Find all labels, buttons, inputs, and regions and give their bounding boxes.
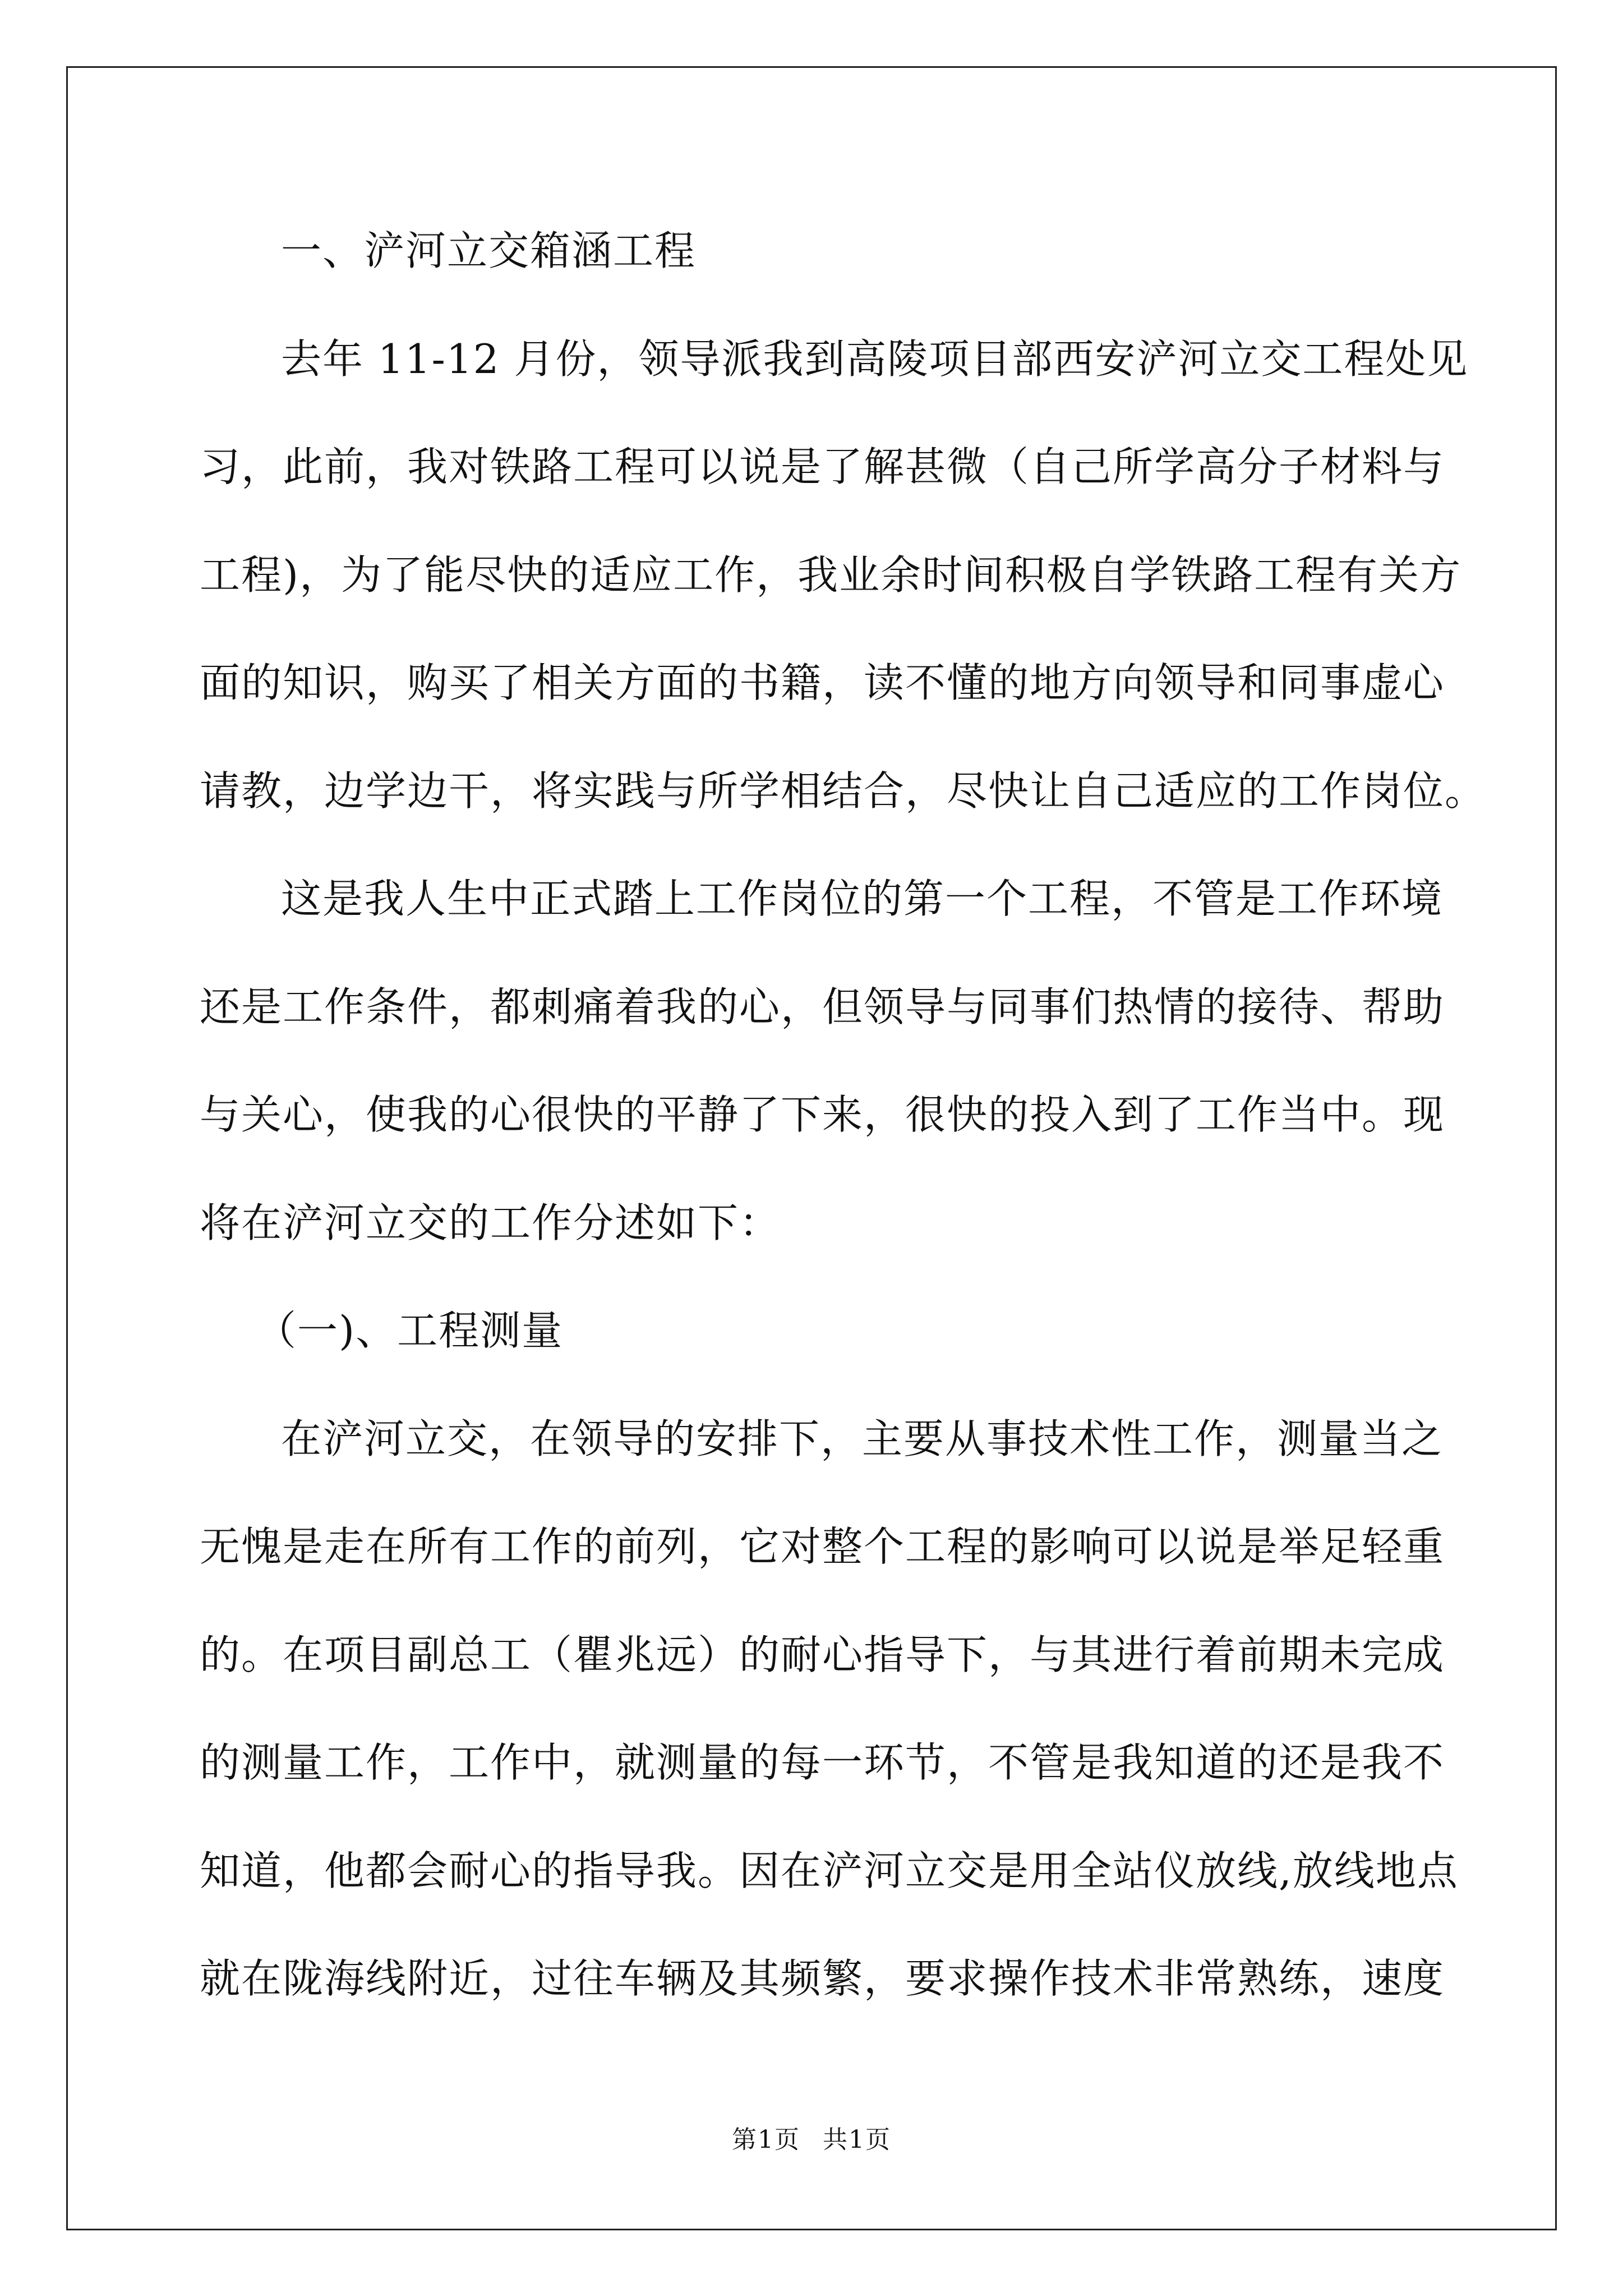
paragraph-line: 在浐河立交，在领导的安排下，主要从事技术性工作，测量当之 bbox=[281, 1415, 1444, 1462]
paragraph-line: 习，此前，我对铁路工程可以说是了解甚微（自己所学高分子材料与 bbox=[200, 443, 1445, 490]
paragraph-line: 面的知识，购买了相关方面的书籍，读不懂的地方向领导和同事虚心 bbox=[200, 659, 1445, 706]
paragraph-line: 这是我人生中正式踏上工作岗位的第一个工程，不管是工作环境 bbox=[281, 875, 1444, 922]
page-number: 第1页 bbox=[732, 2125, 800, 2154]
subsection-heading: （一)、工程测量 bbox=[256, 1307, 564, 1354]
paragraph-line: 工程)，为了能尽快的适应工作，我业余时间积极自学铁路工程有关方 bbox=[200, 551, 1462, 599]
paragraph-line: 无愧是走在所有工作的前列，它对整个工程的影响可以说是举足轻重 bbox=[200, 1523, 1445, 1570]
paragraph-line: 知道，他都会耐心的指导我。因在浐河立交是用全站仪放线,放线地点 bbox=[200, 1847, 1459, 1894]
document-body bbox=[200, 216, 1487, 2052]
page-total: 共1页 bbox=[823, 2125, 891, 2154]
paragraph-line: 去年 11-12 月份，领导派我到高陵项目部西安浐河立交工程处见 bbox=[281, 335, 1469, 383]
paragraph-line: 的。在项目副总工（瞿兆远）的耐心指导下，与其进行着前期未完成 bbox=[200, 1631, 1445, 1678]
page-footer bbox=[0, 2123, 1623, 2157]
section-heading: 一、浐河立交箱涵工程 bbox=[281, 227, 697, 274]
paragraph-line: 的测量工作，工作中，就测量的每一环节，不管是我知道的还是我不 bbox=[200, 1739, 1445, 1786]
paragraph-line: 与关心，使我的心很快的平静了下来，很快的投入到了工作当中。现 bbox=[200, 1091, 1445, 1138]
paragraph-line: 请教，边学边干，将实践与所学相结合，尽快让自己适应的工作岗位。 bbox=[200, 767, 1487, 815]
paragraph-line: 就在陇海线附近，过往车辆及其频繁，要求操作技术非常熟练，速度 bbox=[200, 1955, 1445, 2002]
paragraph-line: 还是工作条件，都刺痛着我的心，但领导与同事们热情的接待、帮助 bbox=[200, 983, 1445, 1030]
paragraph-line: 将在浐河立交的工作分述如下： bbox=[200, 1199, 781, 1246]
